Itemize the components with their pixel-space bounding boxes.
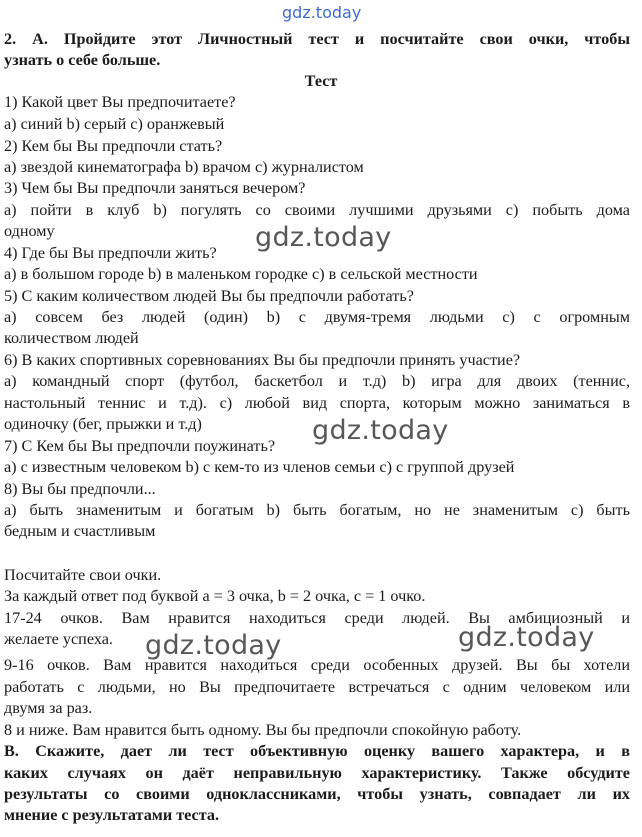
question-2: 2) Кем бы Вы предпочли стать? <box>4 137 223 155</box>
answers-1: a) синий b) серый c) оранжевый <box>4 115 225 133</box>
scoring-rule: За каждый ответ под буквой a = 3 очка, b = 2 очка, c = 1 очко. <box>4 587 426 605</box>
watermark-2: gdz.today <box>312 415 449 446</box>
answers-5-line-2: количеством людей <box>4 329 139 347</box>
watermark-3: gdz.today <box>145 630 282 661</box>
part-b-line-1: B. Скажите, дает ли тест объективную оценку вашего характера, и в <box>4 742 630 760</box>
result-9-16-line-2: работать с людьми, но Вы предпочитаете встречаться с одним человеком или <box>4 678 630 696</box>
answers-6-line-1: a) командный спорт (футбол, баскетбол и т.д) b) игра для двоих (теннис, <box>4 372 630 390</box>
result-9-16-line-1: 9-16 очков. Вам нравится находиться среди особенных друзей. Вы бы хотели <box>4 656 630 674</box>
answers-6-line-3: одиночку (бег, прыжки и т.д) <box>4 415 202 433</box>
answers-3-line-1: a) пойти в клуб b) погулять со своими лучшими друзьями c) побыть дома <box>4 201 630 219</box>
question-5: 5) С каким количеством людей Вы бы предпочли работать? <box>4 287 414 305</box>
answers-8-line-1: a) быть знаменитым и богатым b) быть богатым, но не знаменитым c) быть <box>4 501 630 519</box>
part-b-line-2: каких случаях он даёт неправильную характеристику. Также обсудите <box>4 764 630 782</box>
question-7: 7) С Кем бы Вы предпочли поужинать? <box>4 437 276 455</box>
result-8-below: 8 и ниже. Вам нравится быть одному. Вы бы предпочли спокойную работу. <box>4 721 522 739</box>
result-17-24-line-2: желаете успеха. <box>4 630 113 648</box>
answers-2: a) звездой кинематографа b) врачом c) журналистом <box>4 158 364 176</box>
answers-6-line-2: настольный теннис и т.д). c) любой вид спорта, которым можно заниматься в <box>4 394 630 412</box>
answers-5-line-1: a) совсем без людей (один) b) с двумя-тремя людьми c) с огромным <box>4 308 630 326</box>
result-17-24-line-1: 17-24 очков. Вам нравится находиться среди людей. Вы амбициозный и <box>4 609 630 627</box>
question-1: 1) Какой цвет Вы предпочитаете? <box>4 93 236 111</box>
scoring-instruction: Посчитайте свои очки. <box>4 566 162 584</box>
watermark-1: gdz.today <box>255 222 392 253</box>
task-heading-line-2: узнать о себе больше. <box>4 51 161 69</box>
watermark-4: gdz.today <box>458 622 595 653</box>
task-heading-line-1: 2. А. Пройдите этот Личностный тест и посчитайте свои очки, чтобы <box>4 30 630 48</box>
watermark-top: gdz.today <box>282 3 362 22</box>
result-9-16-line-3: двумя за раз. <box>4 699 93 717</box>
part-b-line-3: результаты со своими одноклассниками, чтобы узнать, совпадает ли их <box>4 785 630 803</box>
answers-3-line-2: одному <box>4 222 55 240</box>
answers-7: a) с известным человеком b) с кем-то из членов семьи c) с группой друзей <box>4 458 515 476</box>
answers-8-line-2: бедным и счастливым <box>4 522 156 540</box>
part-b-line-4: мнение с результатами теста. <box>4 806 219 824</box>
question-3: 3) Чем бы Вы предпочли заняться вечером? <box>4 179 306 197</box>
question-6: 6) В каких спортивных соревнованиях Вы бы предпочли принять участие? <box>4 351 521 369</box>
question-8: 8) Вы бы предпочли... <box>4 480 156 498</box>
answers-4: a) в большом городе b) в маленьком городке c) в сельской местности <box>4 265 478 283</box>
question-4: 4) Где бы Вы предпочли жить? <box>4 244 217 262</box>
test-title: Тест <box>304 72 338 90</box>
